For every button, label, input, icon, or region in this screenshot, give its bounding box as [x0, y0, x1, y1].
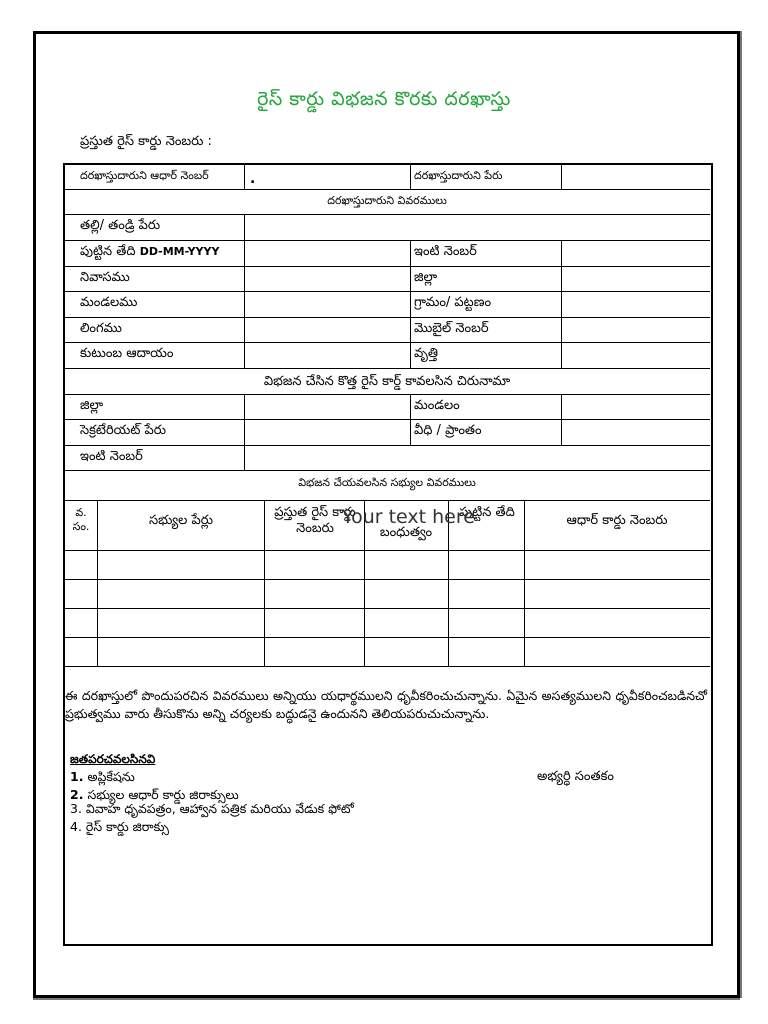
row-divider [64, 637, 710, 638]
dob-format: DD-MM-YYYY [139, 245, 220, 258]
col-header-aadhar: ఆధార్ కార్డు నెంబరు [566, 513, 668, 528]
dob-label: పుట్టిన తేది DD-MM-YYYY [80, 244, 220, 259]
row-divider [64, 500, 710, 501]
col-header-current-card: ప్రస్తుత రైస్ కార్డు నెంబరు [274, 505, 356, 536]
row-divider [64, 579, 710, 580]
section-new-address: విభజన చేసిన కొత్త రైస్ కార్డ్ కావలసిన చిరునామా [263, 374, 511, 389]
secretariat-label: సెక్రటేరియట్ పేరు [80, 423, 166, 438]
enclosure-item: 4. రైస్ కార్డు జిరాక్సు [70, 819, 169, 834]
address-house-no-label: ఇంటి నెంబర్ [80, 449, 143, 464]
gender-label: లింగము [80, 321, 122, 336]
row-divider [64, 608, 710, 609]
mobile-label: మొబైల్ నెంబర్ [414, 321, 489, 336]
col-divider [244, 394, 245, 470]
applicant-name-label: దరఖాస్తుదారుని పేరు [414, 169, 503, 182]
row-divider [64, 445, 710, 446]
watermark-text: Your text here [342, 506, 475, 528]
enclosure-item: 1. అప్లికేషను [70, 769, 135, 784]
col-header-dob: పుట్టిన తేది [459, 505, 515, 520]
form-title: రైస్ కార్డు విభజన కొరకు దరఖాస్తు [257, 88, 511, 110]
row-divider [64, 368, 710, 369]
house-no-label: ఇంటి నెంబర్ [414, 244, 477, 259]
col-header-member-names: సభ్యుల పేర్లు [149, 513, 213, 528]
table-row[interactable] [66, 610, 708, 636]
col-divider [410, 164, 411, 189]
row-divider [64, 266, 710, 267]
row-divider [64, 342, 710, 343]
row-divider [64, 291, 710, 292]
row-divider [64, 317, 710, 318]
col-divider [410, 240, 411, 368]
row-divider [64, 550, 710, 551]
col-header-serial: వ. సం. [72, 506, 90, 533]
signature-label: అభ్యర్ధి సంతకం [537, 769, 615, 784]
col-divider [244, 214, 245, 368]
family-income-label: కుటుంబ ఆదాయం [80, 346, 174, 361]
table-row[interactable] [66, 581, 708, 607]
row-divider [64, 394, 710, 395]
mandal-label: మండలము [80, 295, 138, 310]
address-district-label: జిల్లా [80, 398, 104, 413]
section-members: విభజన చేయవలసిన సభ్యుల వివరములు [298, 476, 476, 489]
residence-label: నివాసము [80, 270, 130, 285]
row-divider [64, 666, 710, 667]
street-label: వీధి / ప్రాంతం [414, 423, 482, 438]
enclosure-item: 3. వివాహ ధృవపత్రం, ఆహ్వాన పత్రిక మరియు వేడుక ఫోటో [70, 801, 354, 816]
aadhar-label: దరఖాస్తుదారుని ఆధార్ నెంబర్ [80, 169, 209, 182]
current-card-number-label: ప్రస్తుత రైస్ కార్డు నెంబరు : [80, 134, 212, 149]
row-divider [64, 189, 710, 190]
col-divider [244, 164, 245, 189]
enclosures-heading: జతపరచవలసినవి [70, 752, 156, 766]
row-divider [64, 470, 710, 471]
col-divider [561, 394, 562, 445]
enclosure-item: 2. సభ్యుల ఆధార్ కార్డు జిరాక్సులు [70, 787, 239, 802]
table-row[interactable] [66, 552, 708, 578]
village-label: గ్రామం/ పట్టణం [414, 295, 492, 310]
district-label: జిల్లా [414, 270, 438, 285]
row-divider [64, 214, 710, 215]
section-applicant-details: దరఖాస్తుదారుని వివరములు [327, 194, 447, 207]
col-header-relation: బంధుత్వం [379, 525, 433, 540]
address-mandal-label: మండలం [414, 398, 460, 413]
col-divider [561, 240, 562, 368]
declaration-text: ఈ దరఖాస్తులో పొందుపరచిన వివరములు అన్నియు యధార్థములని ధృవీకరించుచున్నాను. ఏమైన అసత్యములని ధృవీకరించబడినచో ప్రభుత్వము వారు తీసుకొను అన్ని చర్యలకు బద్ధుడనై ఉందునని తెలియపరుచుచున్నాను. [65, 688, 707, 721]
table-row[interactable] [66, 639, 708, 665]
parent-name-label: తల్లి/ తండ్రి పేరు [80, 218, 161, 233]
col-divider [410, 394, 411, 445]
col-divider [561, 164, 562, 189]
aadhar-value[interactable]: . [250, 171, 256, 187]
occupation-label: వృత్తి [414, 346, 439, 361]
row-divider [64, 419, 710, 420]
row-divider [64, 240, 710, 241]
